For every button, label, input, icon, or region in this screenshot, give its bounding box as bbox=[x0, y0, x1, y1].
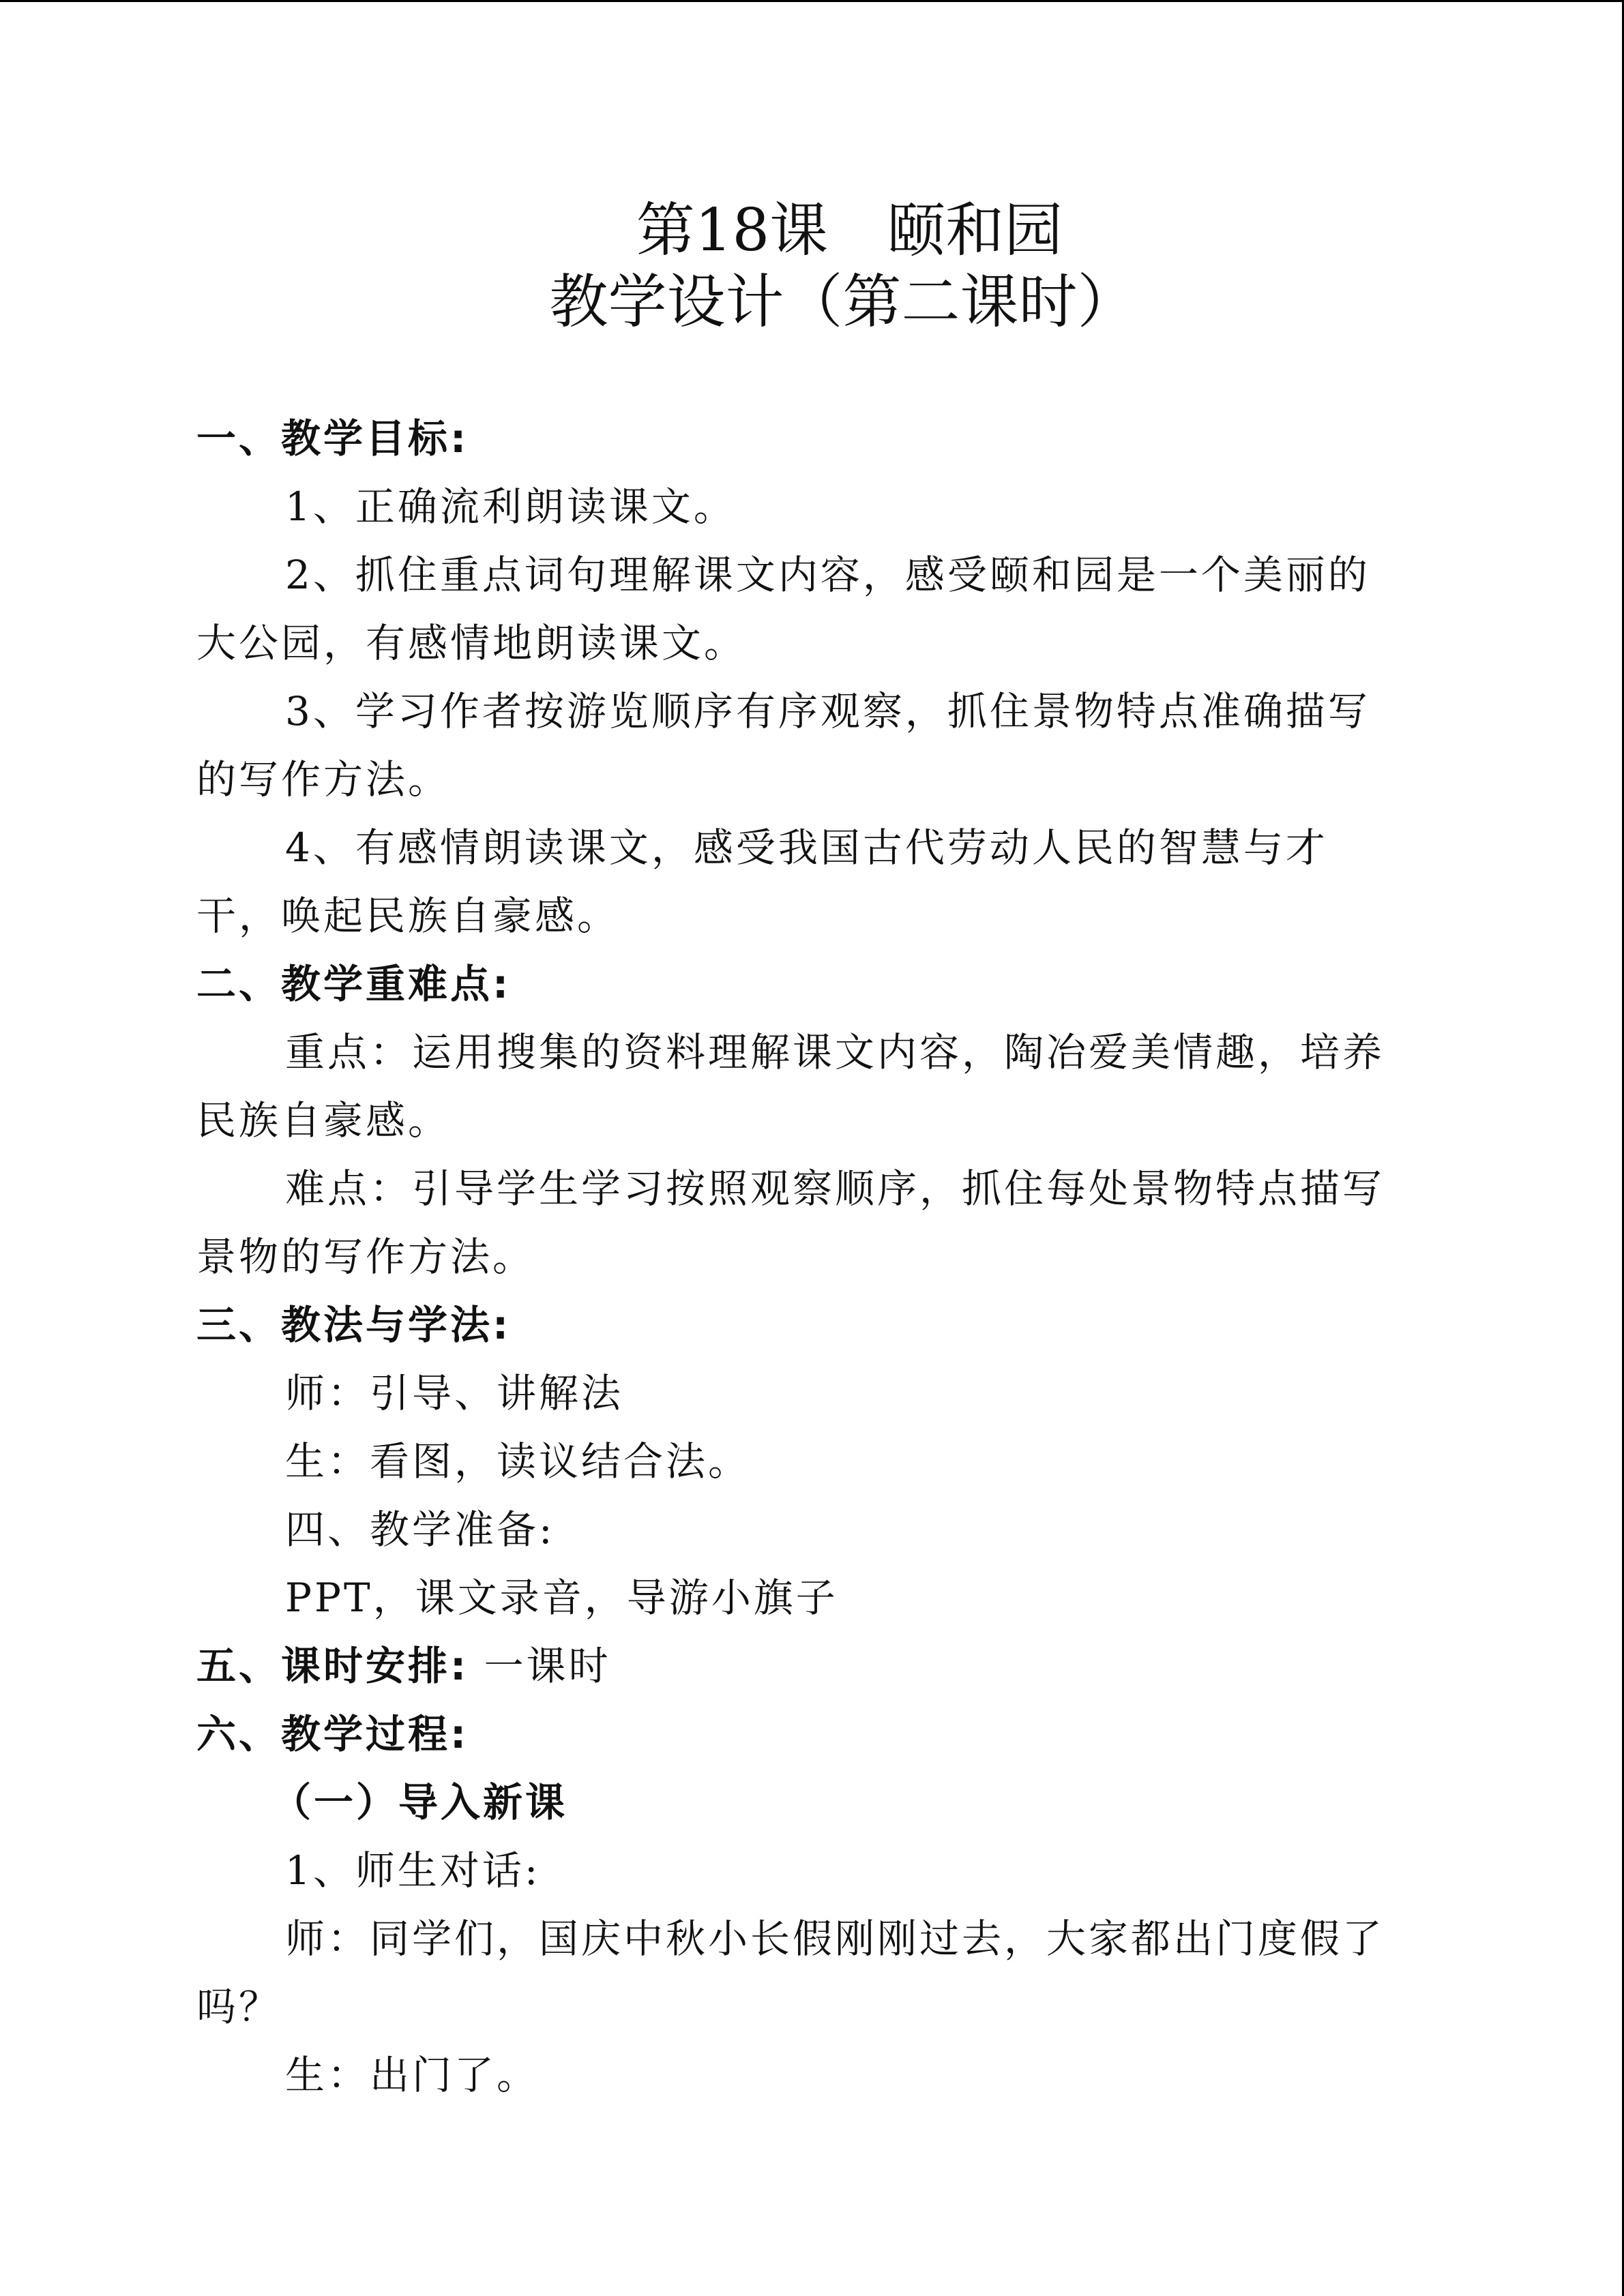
objective-1: 1、正确流利朗读课文。 bbox=[285, 483, 736, 530]
section-heading-key-points: 二、教学重难点: bbox=[196, 961, 512, 1007]
teacher-method: 师：引导、讲解法 bbox=[285, 1370, 624, 1416]
lesson-name: 颐和园 bbox=[887, 196, 1063, 265]
section-heading-methods: 三、教法与学法: bbox=[196, 1302, 512, 1348]
schedule-row bbox=[196, 1632, 1424, 1700]
section-heading-schedule: 五、课时安排: bbox=[196, 1643, 469, 1689]
objective-4-line-2: 干，唤起民族自豪感。 bbox=[196, 893, 620, 939]
objective-2-line-1: 2、抓住重点词句理解课文内容，感受颐和园是一个美丽的 bbox=[285, 552, 1370, 598]
student-method: 生：看图，读议结合法。 bbox=[285, 1438, 751, 1485]
difficulty-line-2: 景物的写作方法。 bbox=[196, 1234, 535, 1280]
subsection-introduction: （一）导入新课 bbox=[271, 1779, 568, 1825]
preparation-heading: 四、教学准备: bbox=[285, 1506, 555, 1553]
section-heading-process: 六、教学过程: bbox=[196, 1711, 469, 1757]
objective-3-line-1: 3、学习作者按游览顺序有序观察，抓住景物特点准确描写 bbox=[285, 688, 1370, 734]
process-item-1: 1、师生对话: bbox=[285, 1847, 541, 1894]
objective-2-line-2: 大公园，有感情地朗读课文。 bbox=[196, 620, 747, 666]
key-point-line-2: 民族自豪感。 bbox=[196, 1097, 451, 1144]
document-body bbox=[196, 404, 1424, 2109]
student-dialogue: 生：出门了。 bbox=[285, 2052, 540, 2098]
schedule-value: 一课时 bbox=[484, 1643, 611, 1689]
difficulty-line-1: 难点：引导学生学习按照观察顺序，抓住每处景物特点描写 bbox=[285, 1165, 1385, 1212]
document-subtitle: 教学设计（第二课时） bbox=[549, 268, 1136, 336]
preparation-items: PPT，课文录音，导游小旗子 bbox=[285, 1575, 838, 1621]
section-heading-objectives: 一、教学目标: bbox=[196, 415, 469, 462]
objective-3-line-2: 的写作方法。 bbox=[196, 756, 451, 803]
lesson-title bbox=[0, 193, 1624, 268]
teacher-dialogue-line-2: 吗？ bbox=[196, 1984, 282, 2030]
objective-4-line-1: 4、有感情朗读课文，感受我国古代劳动人民的智慧与才 bbox=[285, 824, 1328, 871]
teacher-dialogue-line-1: 师：同学们，国庆中秋小长假刚刚过去，大家都出门度假了 bbox=[285, 1915, 1385, 1962]
key-point-line-1: 重点：运用搜集的资料理解课文内容，陶冶爱美情趣，培养 bbox=[285, 1029, 1385, 1075]
lesson-number: 第18课 bbox=[636, 196, 829, 265]
